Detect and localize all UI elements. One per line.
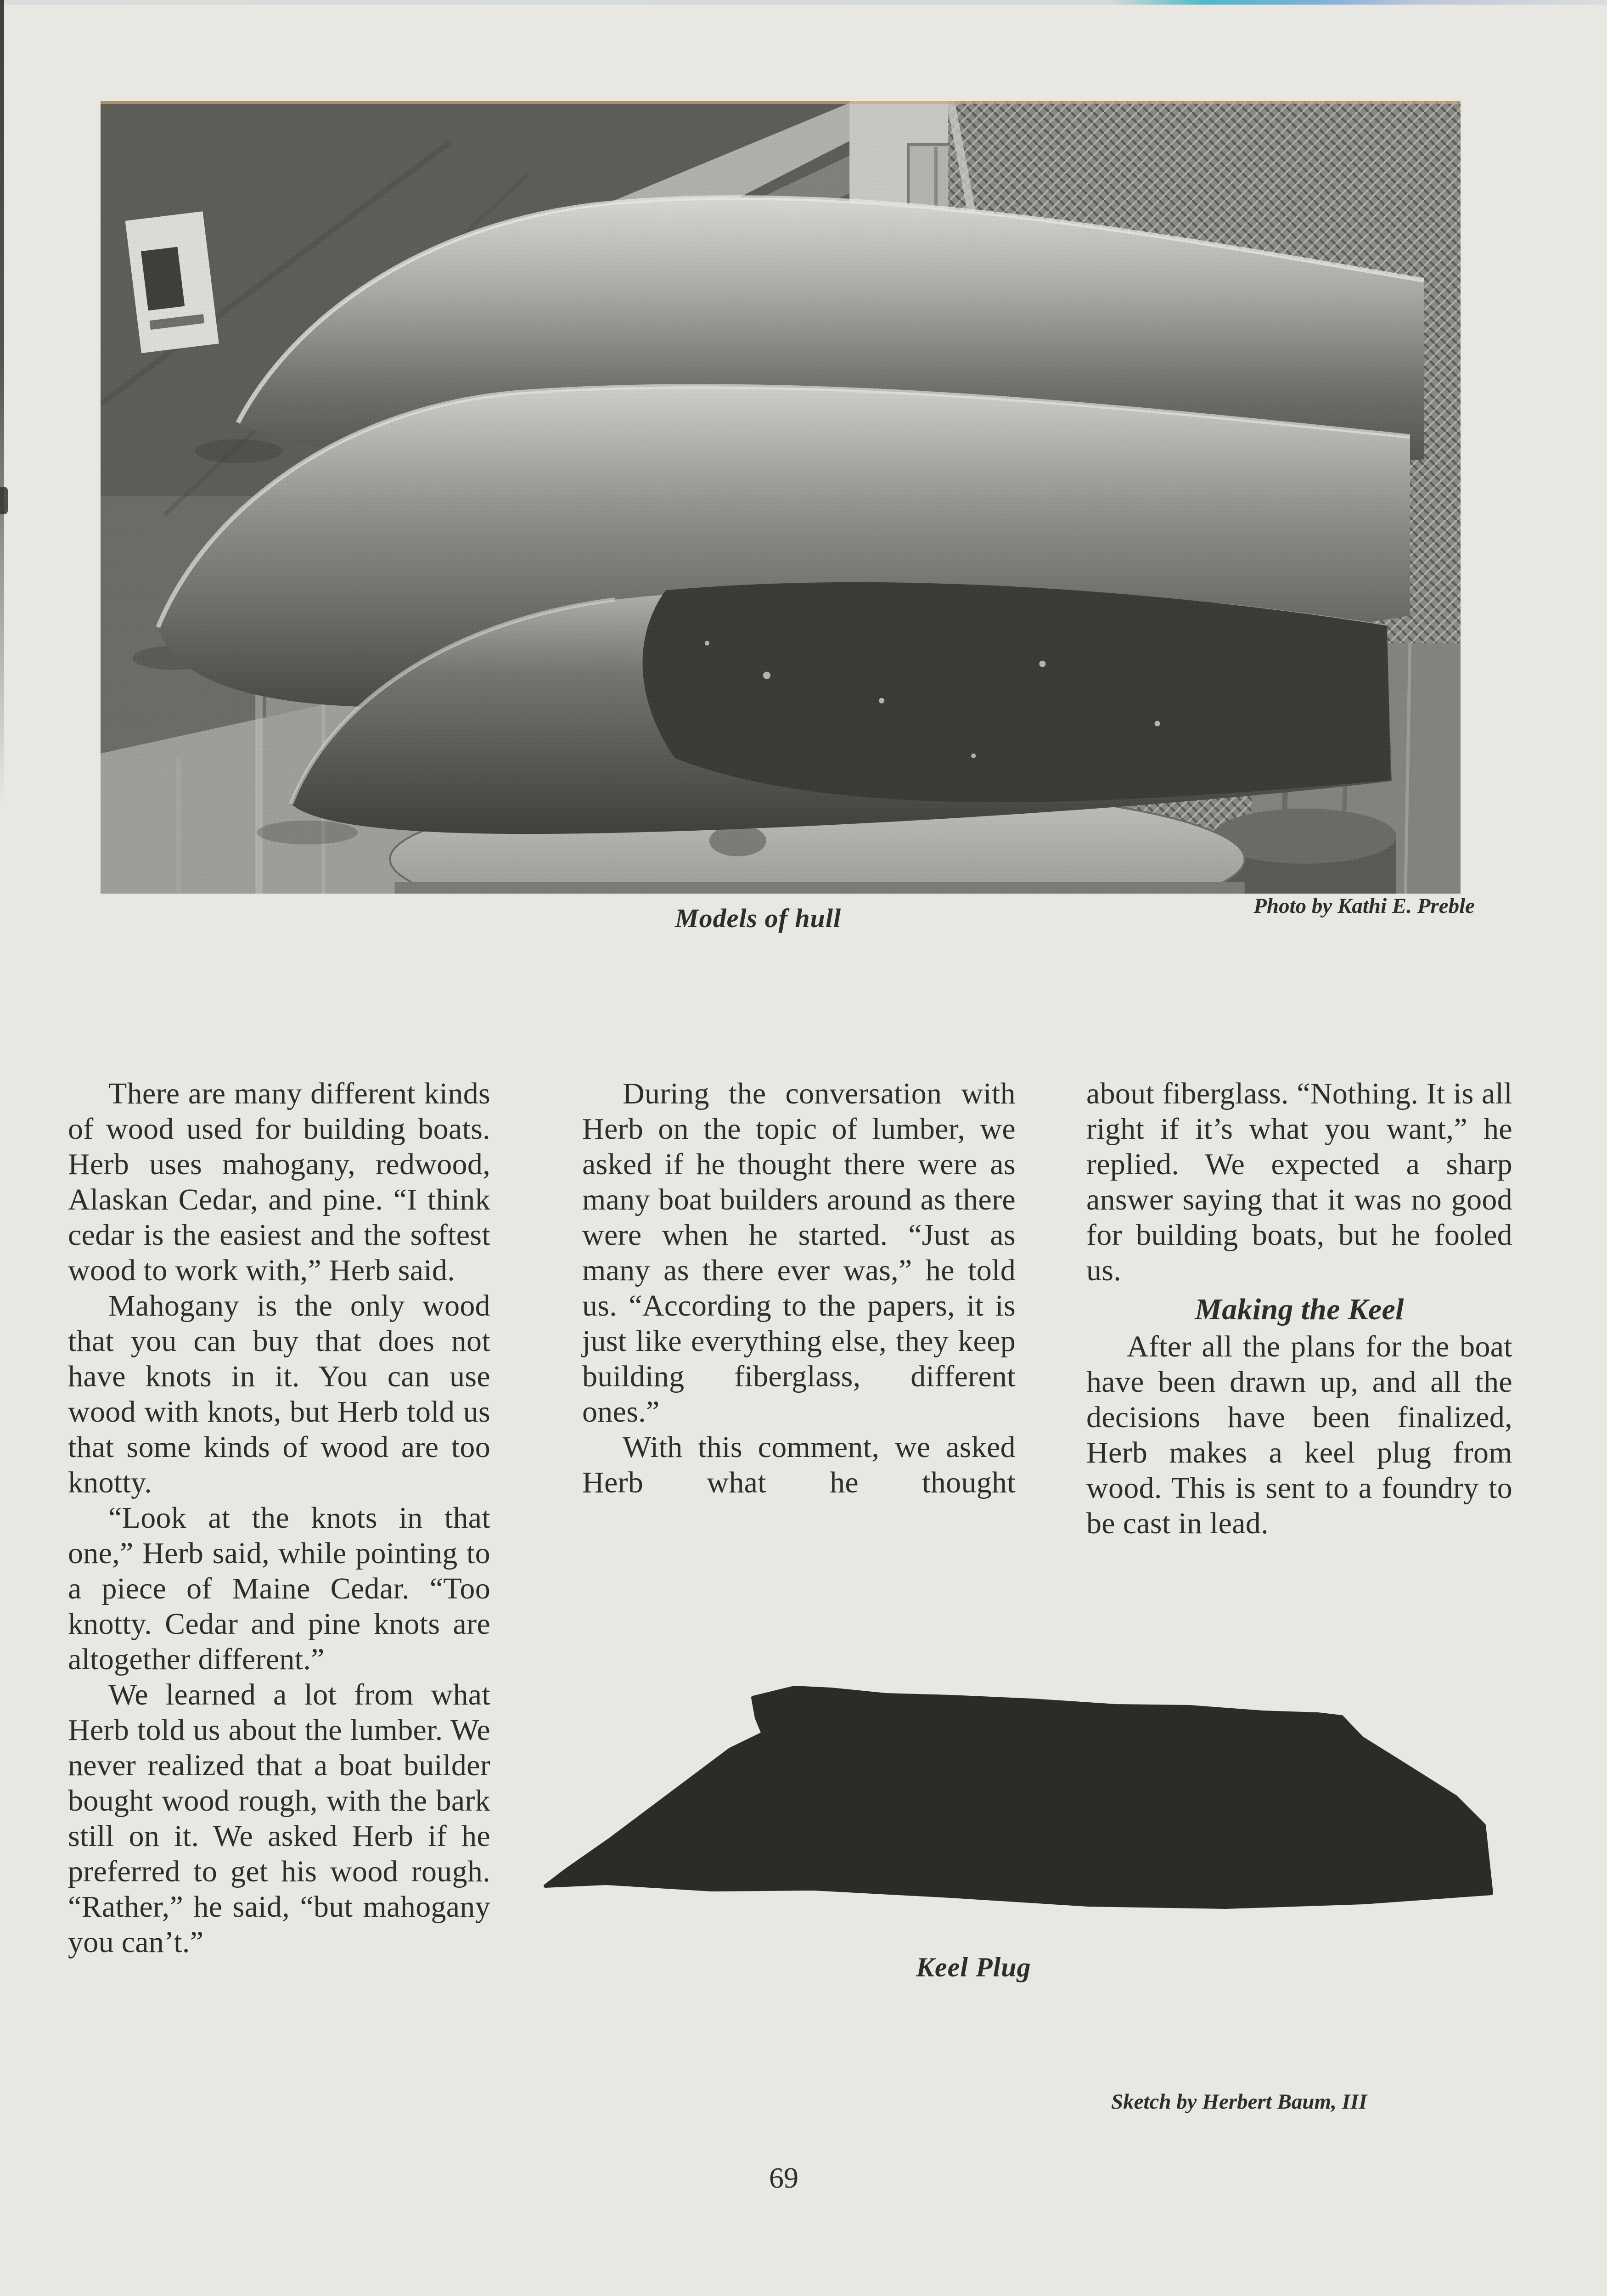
paragraph: about fiberglass. “Nothing. It is all right if it’s what you want,” he replied. We expected a sharp answer saying that it was no good for building boats, but he fooled us. bbox=[1086, 1077, 1512, 1287]
halftone-texture bbox=[101, 101, 1461, 894]
photo-credit: Photo by Kathi E. Preble bbox=[1253, 894, 1475, 918]
text-column-2 bbox=[582, 1076, 1016, 1500]
scan-edge-artifact-top bbox=[0, 0, 1607, 5]
text-column-1 bbox=[68, 1076, 490, 1960]
sketch-caption: Keel Plug bbox=[916, 1952, 1031, 1982]
keel-plug-silhouette bbox=[537, 1674, 1497, 1913]
scan-edge-artifact-left bbox=[0, 0, 4, 804]
paragraph: During the conversation with Herb on the topic of lumber, we asked if he thought there were as many boat builders around as there were when he started. “Just as many as there ever was,” he told us. “According to the papers, it is just like everything else, they keep building fiberglass, different ones.” bbox=[582, 1077, 1016, 1429]
paragraph: There are many different kinds of wood used for building boats. Herb uses mahogany, redwood, Alaskan Cedar, and pine. “I think cedar is the easiest and the softest wood to work with,” Herb said. bbox=[68, 1077, 490, 1287]
paragraph: After all the plans for the boat have been drawn up, and all the decisions have been finalized, Herb makes a keel plug from wood. This is sent to a foundry to be cast in lead. bbox=[1086, 1330, 1512, 1540]
paragraph: “Look at the knots in that one,” Herb said, while pointing to a piece of Maine Cedar. “Too knotty. Cedar and pine knots are altogether different.” bbox=[68, 1501, 490, 1676]
paragraph: Mahogany is the only wood that you can buy that does not have knots in it. You can use wood with knots, but Herb told us that some kinds of wood are too knotty. bbox=[68, 1289, 490, 1499]
hull-models-photo bbox=[101, 101, 1461, 894]
paragraph: With this comment, we asked Herb what he thought bbox=[582, 1430, 1016, 1499]
page-number: 69 bbox=[769, 2161, 798, 2194]
text-column-3 bbox=[1086, 1076, 1512, 1541]
sketch-credit: Sketch by Herbert Baum, III bbox=[1111, 2090, 1367, 2114]
scan-ink-blob bbox=[0, 487, 8, 514]
section-heading: Making the Keel bbox=[1195, 1293, 1404, 1326]
keel-plug-shape bbox=[545, 1688, 1491, 1907]
paragraph: We learned a lot from what Herb told us about the lumber. We never realized that a boat builder bought wood rough, with the bark still on it. We asked Herb if he preferred to get his wood rough. “Rather,” he said, “but mahogany you can’t.” bbox=[68, 1678, 490, 1959]
keel-plug-sketch bbox=[537, 1674, 1497, 1913]
hull-models-photo-art bbox=[101, 101, 1461, 894]
photo-caption: Models of hull bbox=[675, 903, 842, 933]
